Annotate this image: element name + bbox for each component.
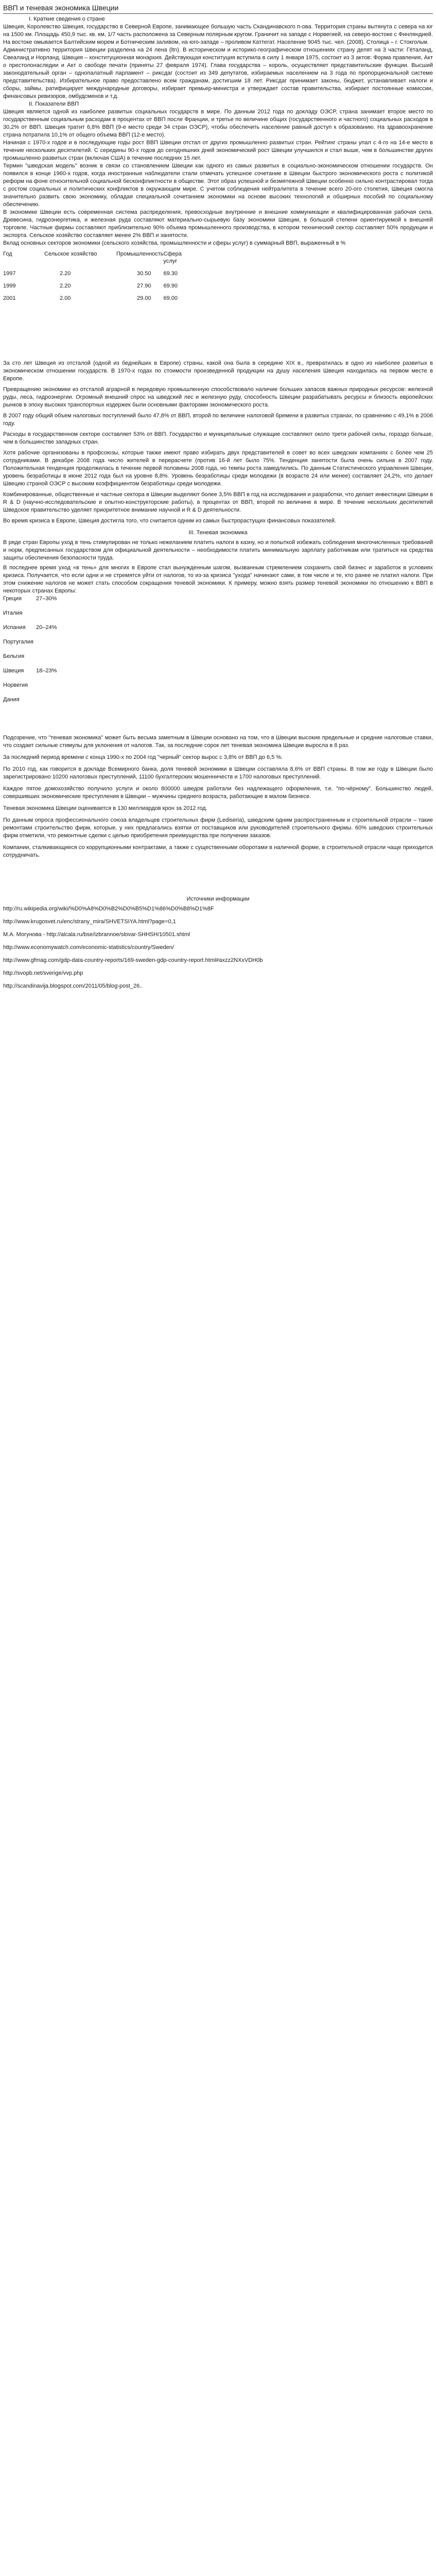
table-header-cell: Сфера услуг bbox=[163, 251, 182, 264]
table-row bbox=[3, 653, 57, 667]
table-cell: 69.30 bbox=[163, 270, 178, 277]
source-link[interactable]: http://www.gfmag.com/gdp-data-country-reports/169-sweden-gdp-country-report.html#axzz2NXxVDH0b bbox=[3, 957, 263, 963]
paragraph-4: Начиная с 1970-х годов и в последующие годы рост ВВП Швеции отстал от других промышленно развитых стран. Рейтинг страны упал с 4-го на 14-е место в течение нескольких десятилетий. С середины 90-х годов до сегодняшних дней экономический рост Швеции улучшился и стал выше, чем в большинстве других промышленно развитых стран (включая США) в течение последних 15 лет. bbox=[3, 140, 433, 161]
source-link[interactable]: М.А. Могунова - http://alcala.ru/bse/izbrannoe/slovar-SHHSH/10501.shtml bbox=[3, 931, 190, 938]
table-row bbox=[3, 667, 57, 682]
spacer bbox=[3, 710, 433, 734]
paragraph-12: Хотя рабочие организованы в профсоюзы, которые также имеют право избирать двух представителей в совет во всех шведских компаниях с более чем 25 сотрудниками. В декабре 2008 года число жителей в перерасчете (против 16-й лет было 75%. Тенденция занятости была очень сильна в 2007 году. Положительная тенденция продолжилась в течение первой половины 2008 года, но темпы роста замедлились. По данным Статистического управления Швеции, уровень безработицы в июне 2012 года был на уровне 8,8%. Уровень безработицы среди молодежи (в возрасте 24 или менее) составляет 24,2%, что делает Швецию страной ОЭСР с высоким коэффициентом безработицы среди молодежи. bbox=[3, 450, 433, 487]
country-cell: Дания bbox=[3, 697, 20, 703]
table-header-cell: Промышленность bbox=[116, 251, 164, 257]
paragraph-9: Превращению экономики из отсталой аграрной в передовую промышленную способствовало наличие больших запасов важных природных ресурсов: железной руды, леса, гидроэнергии. Огромный внешний спрос на шведский лес и железную руду, способность Швеции разрабатывать ресурсы и близость европейских рынков в эпоху высоких транспортных издержек были основными факторами экономического роста. bbox=[3, 386, 433, 408]
sources-list bbox=[3, 905, 433, 990]
paragraph-14: Во время кризиса в Европе, Швеция достигла того, что считается одним из самых быстрорастущих финансовых показателей. bbox=[3, 518, 336, 524]
value-cell: 27–30% bbox=[36, 596, 57, 602]
sources-title: Источники информации bbox=[186, 896, 250, 902]
paragraph-22: По данным опроса профессионального союза владельцев строительных фирм (Lediseria), шведским одним распространенным и строительной отрасли – такие ремонтами строительство фирм, которые, у них предлагались взятки от поставщиков или руководителей строительного фирмы. 60% шведских строительных фирм отметили, что ремонтные сделки с целью приобретения преимущества при получении заказов. bbox=[3, 817, 433, 839]
value-cell bbox=[36, 609, 57, 624]
value-cell bbox=[36, 682, 57, 696]
source-link[interactable]: http://scandinavija.blogspot.com/2011/05/blog-post_26.. bbox=[3, 983, 143, 989]
table-cell: 2.20 bbox=[60, 270, 71, 277]
table-row bbox=[3, 595, 57, 609]
table-cell: 29.00 bbox=[137, 295, 151, 301]
paragraph-5: Термин "шведская модель" возник в связи со становлением Швеции как одного из самых развитых в социально-экономическом отношении государств. Он появился в конце 1960-х годов, когда иностранные наблюдатели стали отмечать успешное сочетание в Швеции быстрого экономического роста с политикой реформ на фоне относительной социальной бесконфликтности в обществе. Этот образ успешной и безмятежной Швеции особенно сильно контрастировал тогда с ростом социальных и политических конфликтов в окружающем мире. С учетом соблюдения нейтралитета в течение всего 20-ого столетия, Швеция смогла значительно развить свою экономику, обладая специальной сочетанием экономики на основе высоких технологий и обширных пособий по социальному обеспечению. bbox=[3, 163, 433, 208]
table-row bbox=[3, 290, 195, 302]
value-cell bbox=[36, 638, 57, 653]
paragraph-20: Каждое пятое домохозяйство получило услуги и около 800000 шведов работали без надлежащего оформления, т.е. "по-чёрному". Большинство людей, совершивших экономические преступления в Швеции – мужчины среднего возраста, работающие в малом бизнесе. bbox=[3, 786, 433, 800]
paragraph-2: Административно территория Швеции разделена на 24 лена (ltn). В историческом и историко-географическом отношениях страну делят на 3 части: Гёталанд, Свеаланд и Норланд. Швеция – конституционная монархия. Действующая конституция вступила в силу 1 января 1975, состоит из 3 актов: Форма правления, Акт о престолонаследии и Акт о свободе печати (приняты 27 февраля 1974). Глава государства – король, осуществляет представительские функции. Высший законодательный орган – однопалатный парламент – риксдаг (состоит из 349 депутатов, избираемых населением на 3 года по пропорциональной системе представительства). Избирательное право предоставлено всем гражданам, достигшим 18 лет. Риксдаг принимает законы, бюджет, устанавливает налоги и сборы, займы, ратифицирует международные договоры, избирает премьер-министра и утверждает состав правительства, избирает постоянные комиссии, финансовых ревизоров, омбудсменов и т.д. bbox=[3, 47, 433, 99]
paragraph-3: Швеция является одной из наиболее развитых социальных государств в мире. По данным 2012 года по докладу ОЭСР, страна занимает второе место по государственным социальным расходам в процентах от ВВП после Франции, и третье по величине общих (государственного и частного) социальных расходов в 30,2% от ВВП. Швеция тратит 6,8% ВВП (9-е место среди 34 стран ОЭСР), чтобы обеспечить население равный доступ к образованию. На здравоохранение страна потратила 10,1% от общего объема ВВП (12-е место). bbox=[3, 109, 433, 138]
table-row bbox=[3, 265, 195, 277]
table-cell: 2001 bbox=[3, 295, 16, 301]
paragraph-8: За сто лет Швеция из отсталой (одной из беднейших в Европе) страны, какой она была в середине XIX в., превратилась в одно из наиболее развитых в экономическом отношении государств. В 1970-х годах по стоимости произведенной продукции на душу населения Швеция находилась на первом месте в Европе. bbox=[3, 360, 433, 382]
table-header-cell: Сельское хозяйство bbox=[44, 251, 97, 257]
paragraph-7: Вклад основных секторов экономики (сельского хозяйства, промышленности и сферы услуг) в суммарный ВВП, выраженный в % bbox=[3, 240, 346, 246]
paragraph-23: Компании, сталкивающиеся со коррупционными контрактами, а также с существенными оборотами в наличной форме, в строительной отрасли чаще приходится сотрудничать. bbox=[3, 844, 433, 858]
table-row bbox=[3, 277, 195, 290]
table-cell: 1997 bbox=[3, 270, 16, 277]
value-cell: 20–24% bbox=[36, 624, 57, 631]
paragraph-19: По 2010 год, как говорится в докладе Всемирного банка, доля теневой экономики в Швеции составляла 8,6% от ВВП страны. В том же году в Швеции было зарегистрировано 10200 налоговых преступлений, 11100 бухгалтерских мошенничеств и 1700 налоговых преступлений. bbox=[3, 766, 433, 780]
section-heading-1: I. Краткие сведения о стране bbox=[29, 16, 105, 22]
country-cell: Бельгия bbox=[3, 653, 25, 659]
section-heading-3: III. Теневая экономика bbox=[188, 530, 248, 536]
paragraph-1: Швеция, Королевство Швеция, государство в Северной Европе, занимающее большую часть Скандинавского п-ова. Территория страны вытянута с севера на юг на 1500 км. Площадь 450,9 тыс. кв. км, 1/7 часть расположена за Северным полярным кругом. Граничит на западе с Норвегией, на северо-востоке с Финляндией. На востоке омывается Балтийским морем и Ботническим заливом, на юго-западе – проливом Каттегат. Население 9045 тыс. чел. (2008). Столица – г. Стокгольм. bbox=[3, 24, 433, 45]
table-cell: 27.90 bbox=[137, 283, 151, 289]
paragraph-10: В 2007 году общий объем налоговых поступлений было 47,8% от ВВП, второй по величине налоговой бремени в развитых странах, по сравнению с 49,1% в 2006 году. bbox=[3, 413, 433, 427]
paragraph-21: Теневая экономика Швеции оценивается в 130 миллиардов крон за 2012 год. bbox=[3, 805, 207, 811]
spacer bbox=[3, 859, 433, 895]
gdp-sector-table bbox=[3, 250, 195, 302]
table-row bbox=[3, 609, 57, 624]
table-cell: 69.90 bbox=[163, 283, 178, 289]
source-link[interactable]: http://www.economywatch.com/economic-statistics/country/Sweden/ bbox=[3, 944, 174, 951]
country-cell: Швеция bbox=[3, 668, 24, 674]
table-cell: 69.00 bbox=[163, 295, 178, 301]
table-cell: 2.00 bbox=[60, 295, 71, 301]
country-cell: Португалия bbox=[3, 639, 33, 645]
country-cell: Норвегия bbox=[3, 682, 28, 688]
value-cell bbox=[36, 653, 57, 667]
table-cell: 1999 bbox=[3, 283, 16, 289]
paragraph-13: Комбинированные, общественные и частные сектора в Швеции выделяют более 3,5% ВВП в год на исследования и разработки, что делает инвестиции Швеции в R & D (научно-исследовательские и опытно-конструкторские работы), в процентах от ВВП, второй по величине в мире. В течение нескольких десятилетий Шведское правительство уделяет приоритетное внимание научной и R & D деятельности. bbox=[3, 492, 433, 513]
table-header-cell: Год bbox=[3, 251, 12, 257]
paragraph-15: В ряде стран Европы уход в тень стимулирован не только нежеланием платить налоги в казну, но и попыткой избежать соблюдения многочисленных требований и норм, предписанных государством для официальной деятельности – необходимости платить минимальную зарплату работникам или тратиться на средства защиты обеспечения безопасности труда. bbox=[3, 539, 433, 561]
paragraph-17: Подозрение, что "теневая экономика" может быть весьма заметным в Швеции основано на том, что в Швеции высокие предельные и средние налоговые ставки, что создает сильные стимулы для уклонения от налогов. Так, за последние сорок лет теневая экономика Швеции выросла в 8 раз. bbox=[3, 735, 433, 749]
source-link[interactable]: http://www.krugosvet.ru/enc/strany_mira/SHVETSIYA.html?page=0,1 bbox=[3, 919, 176, 925]
paragraph-6: В экономике Швеции есть современная система распределения, превосходные внутренние и внешние коммуникации и квалифицированная рабочая сила. Древесина, гидроэнергетика, и железная руда составляют материально-сырьевую базу экономики Швеции, в большой степени ориентируемой к внешней торговле. Частные фирмы составляют приблизительно 90% объема промышленного производства, в котором технический сектор составляет 50% продукции и экспорта. Сельское хозяйство составляет менее 2% ВВП и занятости. bbox=[3, 209, 433, 239]
country-cell: Италия bbox=[3, 610, 23, 616]
value-cell: 18–23% bbox=[36, 668, 57, 674]
paragraph-16: В последнее время уход «в тень» для многих в Европе стал вынужденным шагом, вызванным стремлением сохранить свой бизнес и заработок в условиях кризиса. Получается, что если одни и не стремятся уйти от налогов, то из-за кризиса "ухода" начинают сами, в том числе и те, кто ранее не платил налоги. При этом снижение налогов не может стать способом сокращения теневой экономики. К примеру, можно взять размер теневой экономики по отношению к ВВП в некоторых странах Европы: bbox=[3, 565, 433, 594]
table-row bbox=[3, 638, 57, 653]
document-title: ВВП и теневая экономика Швеции bbox=[3, 4, 119, 12]
section-heading-2: II. Показатели ВВП bbox=[29, 101, 79, 107]
source-link[interactable]: http://ru.wikipedia.org/wiki/%D0%A8%D0%B2%D0%B5%D1%86%D0%B8%D1%8F bbox=[3, 906, 214, 912]
title-divider bbox=[3, 13, 433, 14]
paragraph-18: За последний период времени с конца 1990-х по 2004 год "черный" сектор вырос с 3,8% от ВВП до 6,5 %. bbox=[3, 754, 283, 760]
shadow-economy-table bbox=[3, 595, 57, 710]
country-cell: Греция bbox=[3, 596, 22, 602]
table-row bbox=[3, 696, 57, 710]
spacer bbox=[3, 309, 433, 360]
table-row bbox=[3, 682, 57, 696]
table-cell: 30.50 bbox=[137, 270, 151, 277]
value-cell bbox=[36, 696, 57, 710]
table-row bbox=[3, 624, 57, 638]
paragraph-11: Расходы в государственном секторе составляет 53% от ВВП. Государство и муниципальные служащие составляют около трети рабочей силы, гораздо больше, чем в большинстве западных стран. bbox=[3, 431, 433, 445]
table-header-row bbox=[3, 250, 195, 265]
table-cell: 2.20 bbox=[60, 283, 71, 289]
source-link[interactable]: http://svopb.net/sverige/vvp.php bbox=[3, 970, 83, 976]
country-cell: Испания bbox=[3, 624, 26, 631]
